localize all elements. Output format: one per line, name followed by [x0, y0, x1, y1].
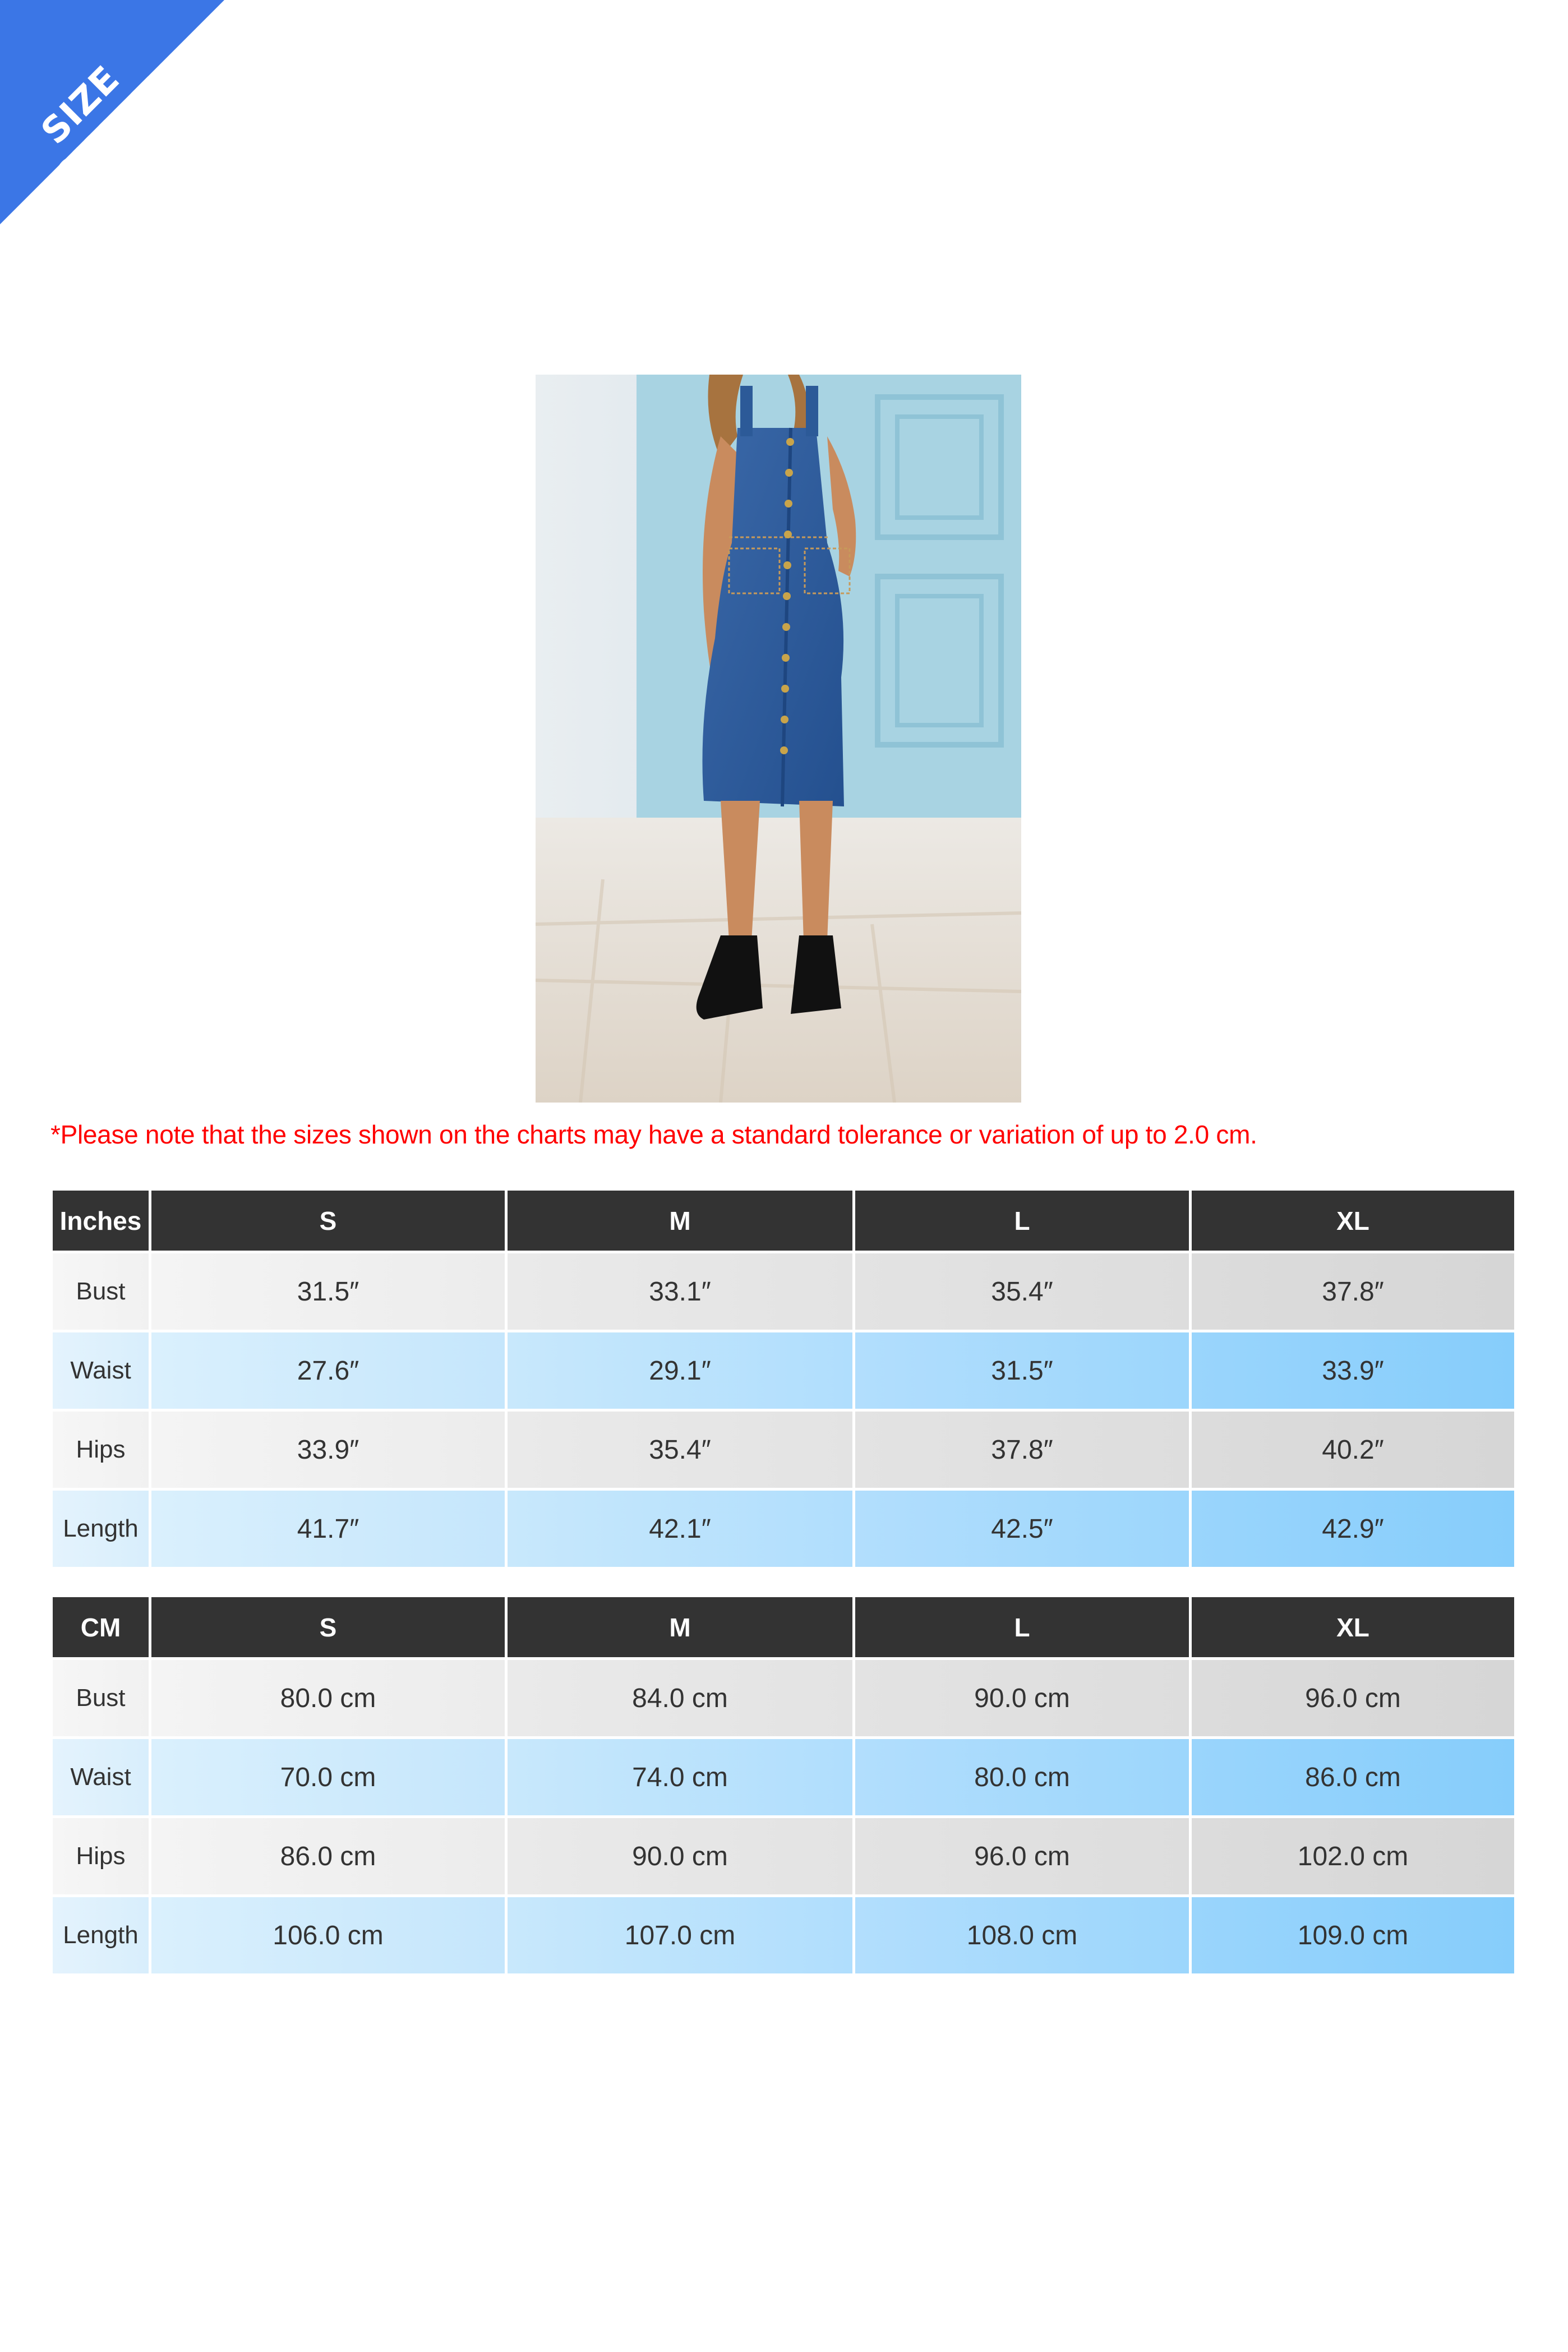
table-row-hips [53, 1818, 1514, 1894]
table-cell: 37.8″ [1192, 1253, 1514, 1330]
table-cell: 96.0 cm [855, 1818, 1189, 1894]
ribbon-label: SIZE CHART [33, 58, 173, 198]
table-row-waist [53, 1332, 1514, 1409]
table-cell: 33.9″ [1192, 1332, 1514, 1409]
size-header-m: M [508, 1597, 852, 1657]
table-cell: 80.0 cm [855, 1739, 1189, 1815]
row-label: Hips [53, 1818, 149, 1894]
row-label: Waist [53, 1739, 149, 1815]
table-cell: 84.0 cm [508, 1660, 852, 1736]
table-cell: 106.0 cm [151, 1897, 505, 1973]
row-label: Bust [53, 1253, 149, 1330]
size-header-s: S [151, 1597, 505, 1657]
table-row-length [53, 1897, 1514, 1973]
table-cell: 35.4″ [855, 1253, 1189, 1330]
table-cell: 42.1″ [508, 1491, 852, 1567]
table-row-hips [53, 1412, 1514, 1488]
size-header-m: M [508, 1191, 852, 1251]
row-label: Hips [53, 1412, 149, 1488]
unit-header: CM [53, 1597, 149, 1657]
table-cell: 90.0 cm [508, 1818, 852, 1894]
size-header-xl: XL [1192, 1597, 1514, 1657]
size-chart-ribbon [0, 0, 224, 224]
table-row-bust [53, 1660, 1514, 1736]
table-cell: 96.0 cm [1192, 1660, 1514, 1736]
table-cell: 35.4″ [508, 1412, 852, 1488]
unit-header: Inches [53, 1191, 149, 1251]
table-cell: 70.0 cm [151, 1739, 505, 1815]
table-row-waist [53, 1739, 1514, 1815]
table-header-row [53, 1597, 1514, 1657]
table-cell: 31.5″ [151, 1253, 505, 1330]
size-table-cm [53, 1597, 1514, 1976]
row-label: Waist [53, 1332, 149, 1409]
size-tolerance-note: *Please note that the sizes shown on the charts may have a standard tolerance or variation of up to 2.0 cm. [50, 1120, 1257, 1149]
table-row-length [53, 1491, 1514, 1567]
table-cell: 31.5″ [855, 1332, 1189, 1409]
table-cell: 33.9″ [151, 1412, 505, 1488]
table-cell: 33.1″ [508, 1253, 852, 1330]
size-header-l: L [855, 1597, 1189, 1657]
table-cell: 90.0 cm [855, 1660, 1189, 1736]
table-cell: 80.0 cm [151, 1660, 505, 1736]
table-cell: 108.0 cm [855, 1897, 1189, 1973]
table-cell: 109.0 cm [1192, 1897, 1514, 1973]
product-image [536, 375, 1021, 1103]
table-cell: 42.5″ [855, 1491, 1189, 1567]
size-header-xl: XL [1192, 1191, 1514, 1251]
table-cell: 86.0 cm [151, 1818, 505, 1894]
size-header-s: S [151, 1191, 505, 1251]
table-cell: 37.8″ [855, 1412, 1189, 1488]
table-cell: 41.7″ [151, 1491, 505, 1567]
row-label: Bust [53, 1660, 149, 1736]
table-cell: 107.0 cm [508, 1897, 852, 1973]
table-cell: 40.2″ [1192, 1412, 1514, 1488]
table-cell: 29.1″ [508, 1332, 852, 1409]
table-header-row [53, 1191, 1514, 1251]
table-row-bust [53, 1253, 1514, 1330]
table-cell: 102.0 cm [1192, 1818, 1514, 1894]
table-cell: 74.0 cm [508, 1739, 852, 1815]
table-cell: 86.0 cm [1192, 1739, 1514, 1815]
row-label: Length [53, 1897, 149, 1973]
table-cell: 42.9″ [1192, 1491, 1514, 1567]
size-header-l: L [855, 1191, 1189, 1251]
product-photo-illustration [536, 375, 1021, 1103]
table-cell: 27.6″ [151, 1332, 505, 1409]
size-table-inches [53, 1191, 1514, 1570]
row-label: Length [53, 1491, 149, 1567]
